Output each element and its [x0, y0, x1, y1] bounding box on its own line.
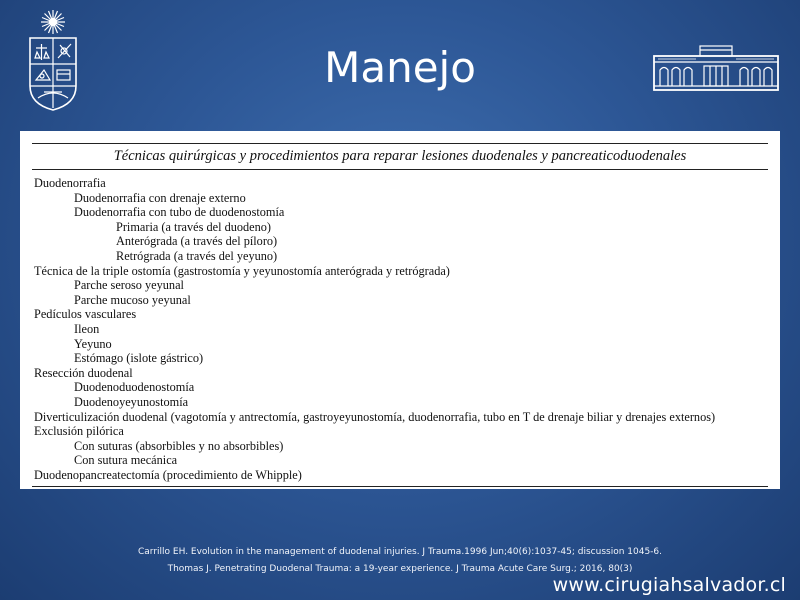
- procedure-row: Pedículos vasculares: [34, 307, 137, 322]
- website-url: www.cirugiahsalvador.cl: [552, 574, 786, 596]
- procedure-row: Primaria (a través del duodeno): [116, 219, 272, 234]
- procedure-row: Ileon: [74, 321, 100, 336]
- reference-2: Thomas J. Penetrating Duodenal Trauma: a 19-year experience. J Trauma Acute Care Surg.; 2016, 80(3): [167, 564, 633, 574]
- procedure-row: Retrógrada (a través del yeyuno): [116, 248, 278, 263]
- procedure-list: [32, 170, 768, 482]
- slide-title: Manejo: [324, 43, 476, 92]
- procedure-row: Duodenorrafia con tubo de duodenostomía: [74, 205, 285, 220]
- procedure-row: Parche seroso yeyunal: [74, 278, 184, 293]
- procedure-row: Técnica de la triple ostomía (gastrostomía y yeyunostomía anterógrada y retrógrada): [34, 263, 450, 278]
- reference-1: Carrillo EH. Evolution in the management of duodenal injuries. J Trauma.1996 Jun;40(6):1037-45; discussion 1045-6.: [137, 547, 663, 557]
- procedure-row: Duodenorrafia con drenaje externo: [74, 190, 246, 205]
- procedure-row: Parche mucoso yeyunal: [74, 292, 191, 307]
- procedure-row: Exclusión pilórica: [34, 424, 124, 439]
- table-bottom-rule: [32, 486, 768, 487]
- procedure-row: Duodenopancreatectomía (procedimiento de Whipple): [34, 467, 302, 482]
- table-panel: [20, 131, 780, 489]
- procedure-row: Anterógrada (a través del píloro): [116, 234, 278, 249]
- procedure-row: Resección duodenal: [34, 365, 133, 380]
- table-title: Técnicas quirúrgicas y procedimientos para reparar lesiones duodenales y pancreaticoduodenales: [32, 143, 768, 170]
- procedure-row: Diverticulización duodenal (vagotomía y antrectomía, gastroyeyunostomía, duodenorrafia, tubo en T de drenaje biliar y drenajes externos): [34, 409, 716, 424]
- procedure-row: Con suturas (absorbibles y no absorbibles): [74, 438, 284, 453]
- procedure-row: Con sutura mecánica: [74, 453, 178, 468]
- procedure-row: Estómago (islote gástrico): [74, 351, 204, 366]
- procedure-row: Duodenoyeyunostomía: [74, 394, 189, 409]
- procedure-row: Duodenoduodenostomía: [74, 380, 195, 395]
- procedure-row: Yeyuno: [74, 336, 112, 351]
- procedure-row: Duodenorrafia: [34, 176, 106, 190]
